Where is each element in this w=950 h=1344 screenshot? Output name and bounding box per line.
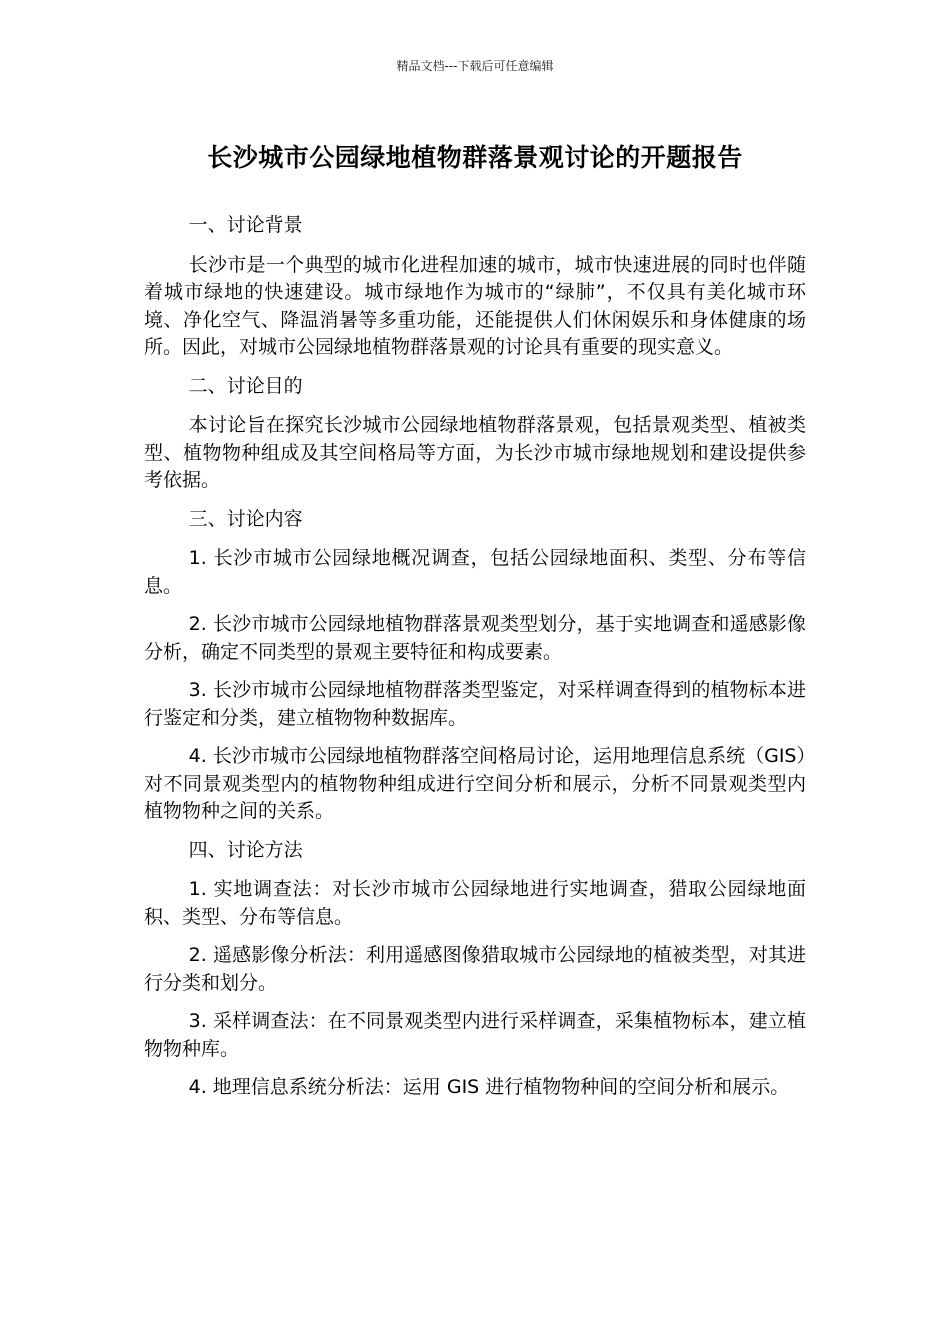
- section-heading-content: 三、讨论内容: [188, 507, 303, 530]
- content-item-2: 2. 长沙市城市公园绿地植物群落景观类型划分，基于实地调查和遥感影像分析，确定不同类型的景观主要特征和构成要素。: [144, 613, 806, 663]
- method-item-2: 2. 遥感影像分析法：利用遥感图像猎取城市公园绿地的植被类型，对其进行分类和划分。: [144, 944, 806, 994]
- content-item-3: 3. 长沙市城市公园绿地植物群落类型鉴定，对采样调查得到的植物标本进行鉴定和分类，建立植物物种数据库。: [144, 679, 806, 729]
- document-body: [144, 212, 806, 1113]
- method-item-3: 3. 采样调查法：在不同景观类型内进行采样调查，采集植物标本，建立植物物种库。: [144, 1010, 806, 1060]
- page-header: 精品文档---下载后可任意编辑: [396, 59, 554, 73]
- paragraph-background: 长沙市是一个典型的城市化进程加速的城市，城市快速进展的同时也伴随着城市绿地的快速建设。城市绿地作为城市的“绿肺”，不仅具有美化城市环境、净化空气、降温消暑等多重功能，还能提供人们休闲娱乐和身体健康的场所。因此，对城市公园绿地植物群落景观的讨论具有重要的现实意义。: [144, 253, 806, 358]
- document-title: 长沙城市公园绿地植物群落景观讨论的开题报告: [207, 143, 743, 172]
- content-item-1: 1. 长沙市城市公园绿地概况调查，包括公园绿地面积、类型、分布等信息。: [144, 547, 806, 597]
- content-item-4: 4. 长沙市城市公园绿地植物群落空间格局讨论，运用地理信息系统（GIS）对不同景观类型内的植物物种组成进行空间分析和展示，分析不同景观类型内植物物种之间的关系。: [144, 745, 806, 822]
- method-item-1: 1. 实地调查法：对长沙市城市公园绿地进行实地调查，猎取公园绿地面积、类型、分布等信息。: [144, 878, 806, 928]
- section-heading-purpose: 二、讨论目的: [188, 374, 303, 397]
- section-heading-background: 一、讨论背景: [188, 214, 303, 236]
- method-item-4: 4. 地理信息系统分析法：运用 GIS 进行植物物种间的空间分析和展示。: [188, 1076, 790, 1098]
- section-heading-methods: 四、讨论方法: [188, 838, 303, 861]
- paragraph-purpose: 本讨论旨在探究长沙城市公园绿地植物群落景观，包括景观类型、植被类型、植物物种组成及其空间格局等方面，为长沙市城市绿地规划和建设提供参考依据。: [144, 414, 806, 491]
